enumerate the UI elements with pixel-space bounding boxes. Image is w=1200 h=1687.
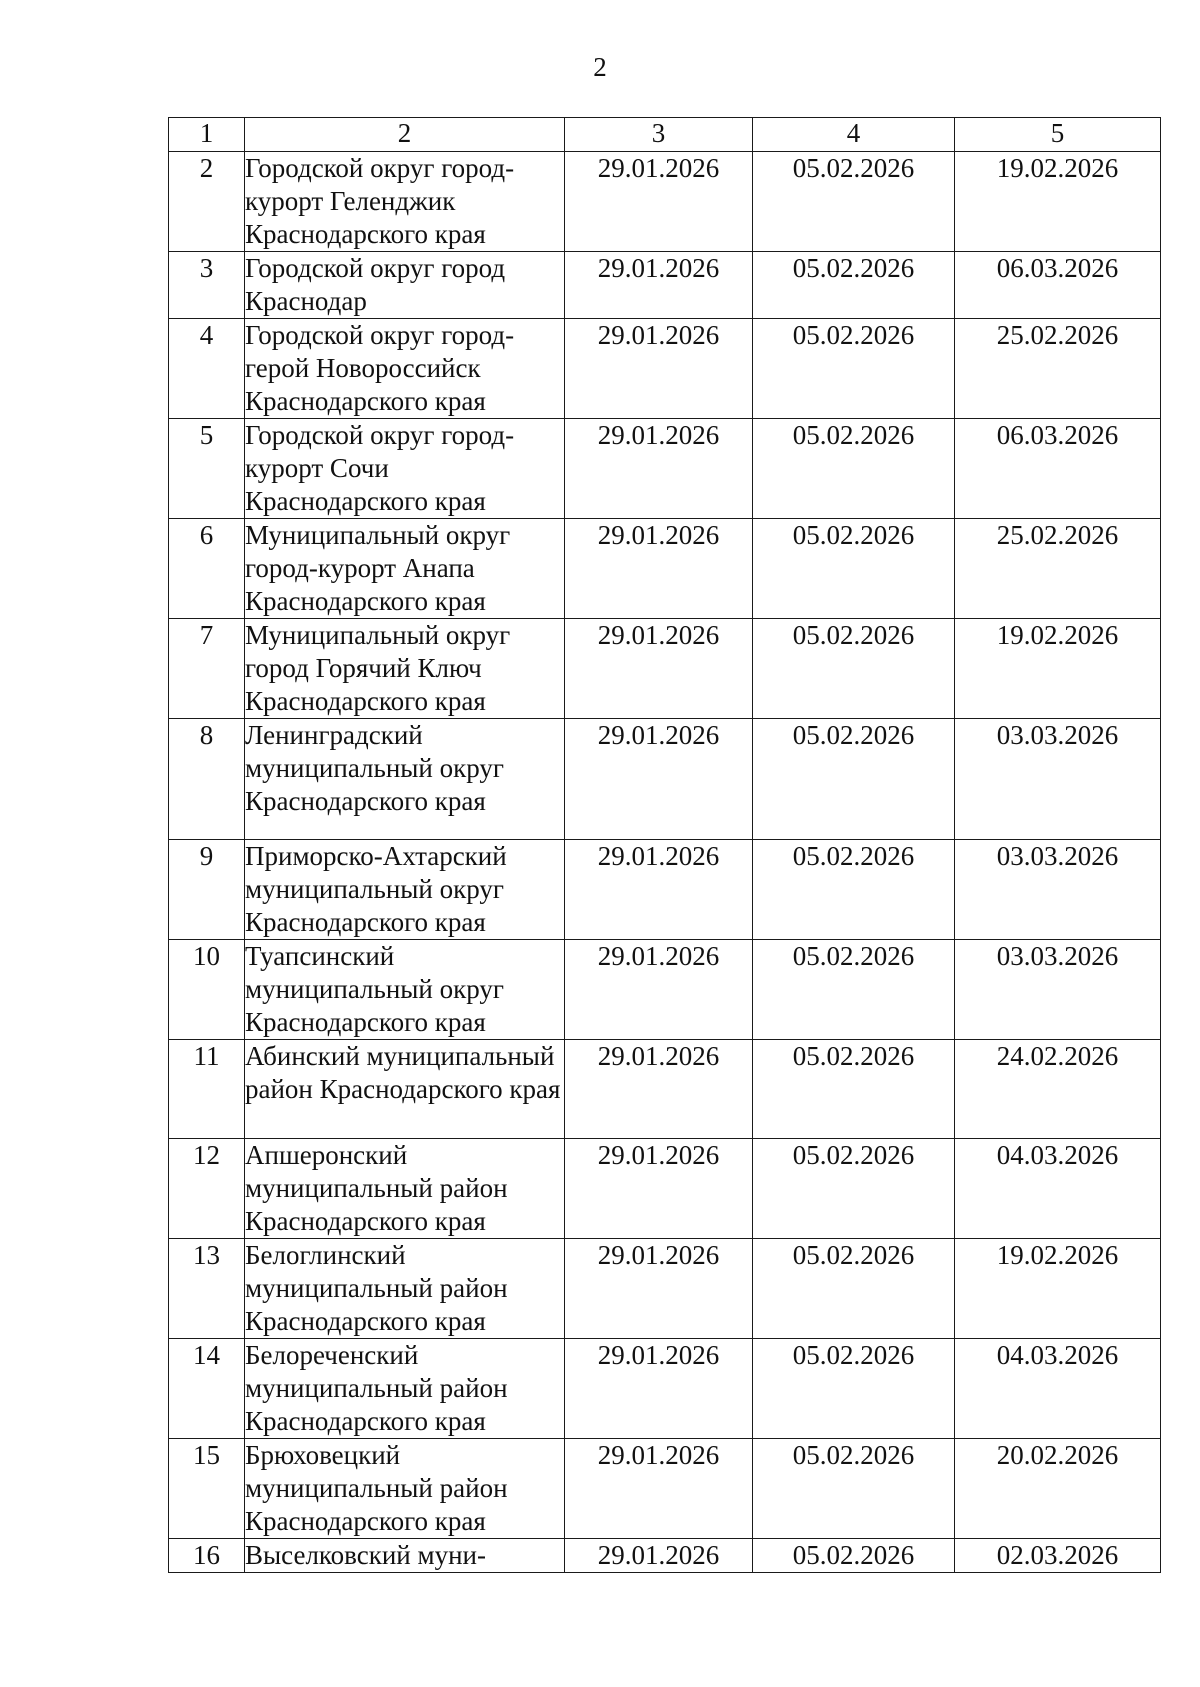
date-cell: 29.01.2026 <box>565 619 753 719</box>
municipality-name: Белореченский муниципальный район Краснодарского края <box>245 1339 565 1439</box>
municipality-name: Туапсинский муниципальный округ Краснодарского края <box>245 940 565 1040</box>
date-cell: 05.02.2026 <box>753 1539 955 1573</box>
date-cell: 29.01.2026 <box>565 1239 753 1339</box>
date-cell: 05.02.2026 <box>753 719 955 840</box>
date-cell: 29.01.2026 <box>565 1339 753 1439</box>
date-cell: 05.02.2026 <box>753 519 955 619</box>
date-cell: 29.01.2026 <box>565 1040 753 1139</box>
row-number: 7 <box>169 619 245 719</box>
date-cell: 05.02.2026 <box>753 840 955 940</box>
date-cell: 06.03.2026 <box>955 419 1161 519</box>
municipality-name: Муниципальный округ город Горячий Ключ Краснодарского края <box>245 619 565 719</box>
date-cell: 29.01.2026 <box>565 840 753 940</box>
municipality-name: Городской округ город-курорт Геленджик Краснодарского края <box>245 152 565 252</box>
date-cell: 24.02.2026 <box>955 1040 1161 1139</box>
date-cell: 29.01.2026 <box>565 319 753 419</box>
table-row <box>169 519 1161 619</box>
date-cell: 05.02.2026 <box>753 1439 955 1539</box>
date-cell: 05.02.2026 <box>753 1040 955 1139</box>
schedule-table <box>168 117 1161 1573</box>
row-number: 12 <box>169 1139 245 1239</box>
column-header: 1 <box>169 118 245 152</box>
municipality-name: Приморско-Ахтарский муниципальный округ Краснодарского края <box>245 840 565 940</box>
date-cell: 29.01.2026 <box>565 519 753 619</box>
date-cell: 03.03.2026 <box>955 719 1161 840</box>
row-number: 9 <box>169 840 245 940</box>
table-row <box>169 1439 1161 1539</box>
row-number: 10 <box>169 940 245 1040</box>
date-cell: 29.01.2026 <box>565 940 753 1040</box>
column-header: 3 <box>565 118 753 152</box>
date-cell: 02.03.2026 <box>955 1539 1161 1573</box>
date-cell: 29.01.2026 <box>565 1139 753 1239</box>
table-row <box>169 152 1161 252</box>
row-number: 4 <box>169 319 245 419</box>
date-cell: 04.03.2026 <box>955 1139 1161 1239</box>
municipality-name: Муниципальный округ город-курорт Анапа Краснодарского края <box>245 519 565 619</box>
municipality-name: Городской округ город-герой Новороссийск Краснодарского края <box>245 319 565 419</box>
table-row <box>169 1040 1161 1139</box>
table-header-row <box>169 118 1161 152</box>
date-cell: 04.03.2026 <box>955 1339 1161 1439</box>
row-number: 8 <box>169 719 245 840</box>
date-cell: 29.01.2026 <box>565 152 753 252</box>
date-cell: 25.02.2026 <box>955 519 1161 619</box>
date-cell: 19.02.2026 <box>955 1239 1161 1339</box>
row-number: 16 <box>169 1539 245 1573</box>
column-header: 4 <box>753 118 955 152</box>
date-cell: 29.01.2026 <box>565 1439 753 1539</box>
date-cell: 29.01.2026 <box>565 252 753 319</box>
date-cell: 29.01.2026 <box>565 1539 753 1573</box>
row-number: 6 <box>169 519 245 619</box>
row-number: 14 <box>169 1339 245 1439</box>
date-cell: 19.02.2026 <box>955 619 1161 719</box>
date-cell: 29.01.2026 <box>565 419 753 519</box>
column-header: 5 <box>955 118 1161 152</box>
municipality-name: Городской округ город Краснодар <box>245 252 565 319</box>
date-cell: 05.02.2026 <box>753 152 955 252</box>
date-cell: 05.02.2026 <box>753 419 955 519</box>
date-cell: 05.02.2026 <box>753 252 955 319</box>
table-row <box>169 1139 1161 1239</box>
date-cell: 05.02.2026 <box>753 619 955 719</box>
row-number: 15 <box>169 1439 245 1539</box>
row-number: 5 <box>169 419 245 519</box>
table-row <box>169 319 1161 419</box>
column-header: 2 <box>245 118 565 152</box>
date-cell: 05.02.2026 <box>753 1339 955 1439</box>
date-cell: 03.03.2026 <box>955 840 1161 940</box>
municipality-name: Ленинградский муниципальный округ Краснодарского края <box>245 719 565 840</box>
table-row <box>169 940 1161 1040</box>
row-number: 11 <box>169 1040 245 1139</box>
date-cell: 19.02.2026 <box>955 152 1161 252</box>
municipality-name: Брюховецкий муниципальный район Краснодарского края <box>245 1439 565 1539</box>
date-cell: 05.02.2026 <box>753 1239 955 1339</box>
municipality-name: Белоглинский муниципальный район Краснодарского края <box>245 1239 565 1339</box>
date-cell: 29.01.2026 <box>565 719 753 840</box>
date-cell: 25.02.2026 <box>955 319 1161 419</box>
municipality-name: Абинский муниципальный район Краснодарского края <box>245 1040 565 1139</box>
row-number: 3 <box>169 252 245 319</box>
row-number: 2 <box>169 152 245 252</box>
table-row <box>169 1539 1161 1573</box>
table-row <box>169 1339 1161 1439</box>
date-cell: 05.02.2026 <box>753 1139 955 1239</box>
date-cell: 06.03.2026 <box>955 252 1161 319</box>
table-row <box>169 719 1161 840</box>
municipality-name: Выселковский муни- <box>245 1539 565 1573</box>
date-cell: 05.02.2026 <box>753 319 955 419</box>
municipality-name: Апшеронский муниципальный район Краснодарского края <box>245 1139 565 1239</box>
page-number: 2 <box>593 52 607 82</box>
municipality-name: Городской округ город-курорт Сочи Краснодарского края <box>245 419 565 519</box>
table-row <box>169 252 1161 319</box>
row-number: 13 <box>169 1239 245 1339</box>
table-row <box>169 1239 1161 1339</box>
table-row <box>169 840 1161 940</box>
table-row <box>169 419 1161 519</box>
date-cell: 05.02.2026 <box>753 940 955 1040</box>
table-row <box>169 619 1161 719</box>
date-cell: 03.03.2026 <box>955 940 1161 1040</box>
date-cell: 20.02.2026 <box>955 1439 1161 1539</box>
